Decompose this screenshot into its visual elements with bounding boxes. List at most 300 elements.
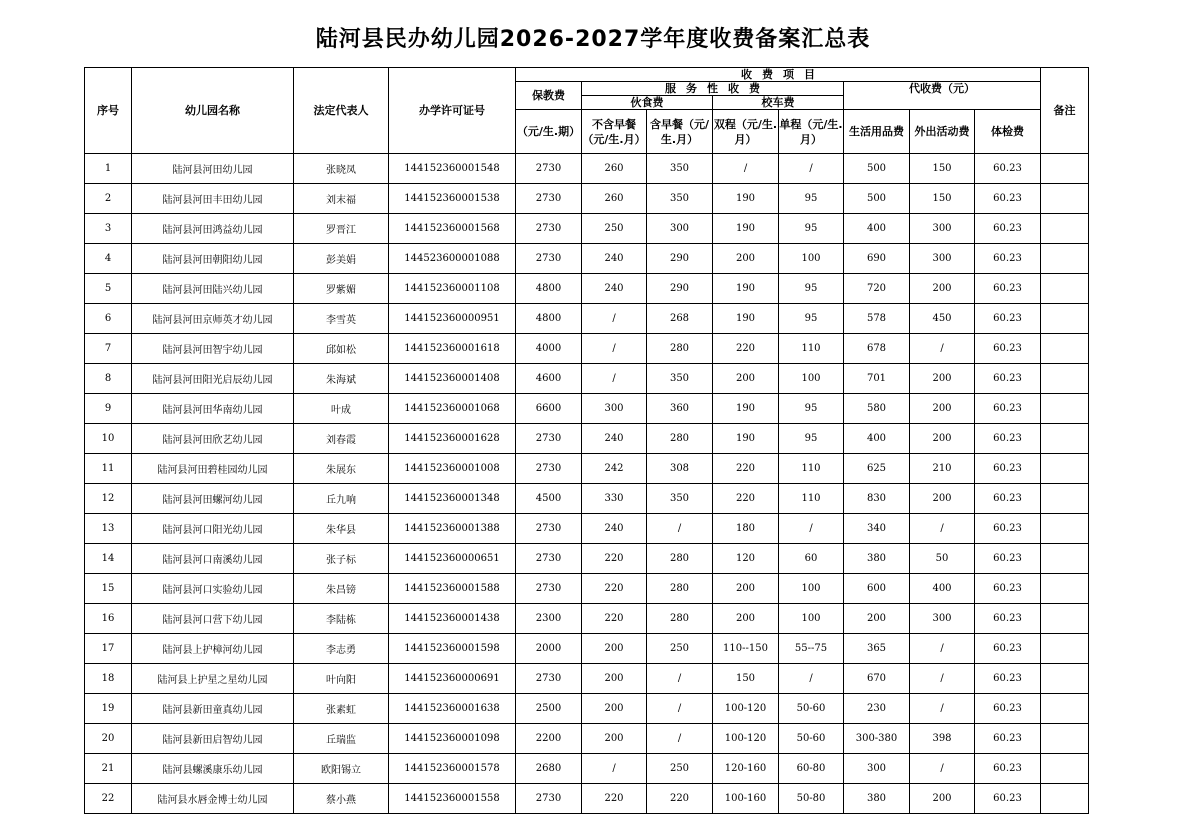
row-medical: 60.23	[975, 544, 1041, 574]
row-tuition: 6600	[516, 394, 582, 424]
row-with-breakfast: 350	[647, 184, 713, 214]
row-name: 陆河县河田欣艺幼儿园	[132, 424, 294, 454]
row-name: 陆河县河口营下幼儿园	[132, 604, 294, 634]
row-tuition: 2730	[516, 664, 582, 694]
row-seq: 20	[85, 724, 132, 754]
row-name: 陆河县河田京师英才幼儿园	[132, 304, 294, 334]
row-name: 陆河县河口南溪幼儿园	[132, 544, 294, 574]
row-rep: 朱昌镑	[294, 574, 389, 604]
row-supplies: 200	[844, 604, 910, 634]
row-medical: 60.23	[975, 184, 1041, 214]
table-row	[85, 184, 1089, 214]
row-medical: 60.23	[975, 574, 1041, 604]
row-seq: 16	[85, 604, 132, 634]
row-outing: 150	[910, 184, 975, 214]
header-with-breakfast: 含早餐（元/生.月）	[647, 110, 713, 154]
row-license: 144152360001548	[389, 154, 516, 184]
row-rep: 张晓凤	[294, 154, 389, 184]
row-license: 144152360001568	[389, 214, 516, 244]
row-supplies: 380	[844, 544, 910, 574]
row-round-trip: 100-120	[713, 724, 779, 754]
row-round-trip: 190	[713, 304, 779, 334]
header-no-breakfast: 不含早餐（元/生.月）	[582, 110, 647, 154]
row-supplies: 690	[844, 244, 910, 274]
row-one-way: 95	[779, 184, 844, 214]
row-medical: 60.23	[975, 154, 1041, 184]
row-remarks	[1041, 724, 1089, 754]
header-rep: 法定代表人	[294, 68, 389, 154]
row-tuition: 2730	[516, 214, 582, 244]
document-title: 陆河县民办幼儿园2026-2027学年度收费备案汇总表	[315, 27, 871, 52]
row-outing: 450	[910, 304, 975, 334]
row-rep: 蔡小燕	[294, 784, 389, 814]
row-remarks	[1041, 574, 1089, 604]
row-one-way: 95	[779, 394, 844, 424]
row-round-trip: 220	[713, 454, 779, 484]
row-medical: 60.23	[975, 454, 1041, 484]
row-no-breakfast: 240	[582, 244, 647, 274]
row-rep: 刘末福	[294, 184, 389, 214]
row-one-way: 95	[779, 424, 844, 454]
row-one-way: 100	[779, 604, 844, 634]
row-tuition: 4500	[516, 484, 582, 514]
header-service: 服务性收费	[582, 82, 844, 96]
row-rep: 李陆栋	[294, 604, 389, 634]
row-rep: 李志勇	[294, 634, 389, 664]
row-one-way: 50-60	[779, 694, 844, 724]
row-seq: 12	[85, 484, 132, 514]
row-license: 144152360001538	[389, 184, 516, 214]
row-round-trip: 110--150	[713, 634, 779, 664]
row-with-breakfast: 220	[647, 784, 713, 814]
row-supplies: 720	[844, 274, 910, 304]
row-medical: 60.23	[975, 784, 1041, 814]
row-one-way: 60	[779, 544, 844, 574]
row-no-breakfast: 242	[582, 454, 647, 484]
row-seq: 9	[85, 394, 132, 424]
row-name: 陆河县螺溪康乐幼儿园	[132, 754, 294, 784]
header-medical: 体检费	[975, 110, 1041, 154]
row-seq: 3	[85, 214, 132, 244]
header-tuition-unit: （元/生.期）	[516, 110, 582, 154]
row-tuition: 4000	[516, 334, 582, 364]
row-name: 陆河县河口阳光幼儿园	[132, 514, 294, 544]
row-one-way: 95	[779, 214, 844, 244]
row-license: 144152360001438	[389, 604, 516, 634]
row-one-way: /	[779, 154, 844, 184]
row-medical: 60.23	[975, 694, 1041, 724]
row-tuition: 2680	[516, 754, 582, 784]
row-name: 陆河县河田智宇幼儿园	[132, 334, 294, 364]
row-round-trip: 200	[713, 604, 779, 634]
row-no-breakfast: /	[582, 334, 647, 364]
row-name: 陆河县河田朝阳幼儿园	[132, 244, 294, 274]
row-medical: 60.23	[975, 424, 1041, 454]
row-no-breakfast: 260	[582, 154, 647, 184]
row-medical: 60.23	[975, 334, 1041, 364]
row-remarks	[1041, 784, 1089, 814]
row-one-way: 50-80	[779, 784, 844, 814]
row-no-breakfast: 200	[582, 724, 647, 754]
table-row	[85, 694, 1089, 724]
row-seq: 2	[85, 184, 132, 214]
row-remarks	[1041, 754, 1089, 784]
row-supplies: 701	[844, 364, 910, 394]
row-with-breakfast: 350	[647, 154, 713, 184]
row-remarks	[1041, 274, 1089, 304]
row-medical: 60.23	[975, 724, 1041, 754]
row-with-breakfast: /	[647, 514, 713, 544]
row-medical: 60.23	[975, 214, 1041, 244]
table-row	[85, 574, 1089, 604]
row-one-way: 60-80	[779, 754, 844, 784]
row-medical: 60.23	[975, 484, 1041, 514]
row-medical: 60.23	[975, 394, 1041, 424]
table-row	[85, 394, 1089, 424]
row-rep: 朱海斌	[294, 364, 389, 394]
row-with-breakfast: /	[647, 694, 713, 724]
row-with-breakfast: 250	[647, 754, 713, 784]
row-tuition: 4600	[516, 364, 582, 394]
row-rep: 张子标	[294, 544, 389, 574]
row-tuition: 2730	[516, 784, 582, 814]
row-rep: 叶成	[294, 394, 389, 424]
row-round-trip: 100-160	[713, 784, 779, 814]
row-medical: 60.23	[975, 514, 1041, 544]
header-tuition: 保教费	[516, 82, 582, 110]
row-round-trip: 120	[713, 544, 779, 574]
row-seq: 1	[85, 154, 132, 184]
row-with-breakfast: 280	[647, 424, 713, 454]
row-medical: 60.23	[975, 754, 1041, 784]
row-remarks	[1041, 544, 1089, 574]
row-supplies: 300-380	[844, 724, 910, 754]
row-round-trip: 100-120	[713, 694, 779, 724]
row-no-breakfast: /	[582, 364, 647, 394]
row-name: 陆河县河田碧桂园幼儿园	[132, 454, 294, 484]
row-no-breakfast: 200	[582, 634, 647, 664]
row-round-trip: 200	[713, 364, 779, 394]
row-no-breakfast: 240	[582, 424, 647, 454]
row-supplies: 340	[844, 514, 910, 544]
table-row	[85, 484, 1089, 514]
row-remarks	[1041, 694, 1089, 724]
row-name: 陆河县河田华南幼儿园	[132, 394, 294, 424]
row-outing: /	[910, 514, 975, 544]
fee-summary-table	[84, 67, 1089, 814]
row-no-breakfast: /	[582, 754, 647, 784]
header-remarks: 备注	[1041, 68, 1089, 154]
row-tuition: 4800	[516, 274, 582, 304]
row-supplies: 678	[844, 334, 910, 364]
row-name: 陆河县新田启智幼儿园	[132, 724, 294, 754]
header-collect: 代收费（元）	[844, 82, 1041, 110]
row-tuition: 2730	[516, 154, 582, 184]
row-tuition: 2730	[516, 184, 582, 214]
table-row	[85, 784, 1089, 814]
row-name: 陆河县水唇金博士幼儿园	[132, 784, 294, 814]
row-license: 144152360001108	[389, 274, 516, 304]
row-medical: 60.23	[975, 364, 1041, 394]
row-license: 144152360001588	[389, 574, 516, 604]
row-seq: 5	[85, 274, 132, 304]
row-name: 陆河县河田陆兴幼儿园	[132, 274, 294, 304]
row-name: 陆河县河田鸿益幼儿园	[132, 214, 294, 244]
row-license: 144152360001578	[389, 754, 516, 784]
row-remarks	[1041, 484, 1089, 514]
row-round-trip: 200	[713, 244, 779, 274]
header-bus: 校车费	[713, 96, 844, 110]
header-one-way: 单程（元/生.月）	[779, 110, 844, 154]
row-rep: 朱华县	[294, 514, 389, 544]
row-outing: 200	[910, 784, 975, 814]
table-row	[85, 454, 1089, 484]
header-supplies: 生活用品费	[844, 110, 910, 154]
table-row	[85, 274, 1089, 304]
row-rep: 丘瑞监	[294, 724, 389, 754]
row-no-breakfast: 330	[582, 484, 647, 514]
row-no-breakfast: /	[582, 304, 647, 334]
row-one-way: /	[779, 514, 844, 544]
row-outing: 200	[910, 364, 975, 394]
row-license: 144152360001558	[389, 784, 516, 814]
row-supplies: 600	[844, 574, 910, 604]
row-round-trip: 190	[713, 214, 779, 244]
row-supplies: 670	[844, 664, 910, 694]
row-no-breakfast: 220	[582, 574, 647, 604]
row-with-breakfast: 350	[647, 364, 713, 394]
row-name: 陆河县上护星之星幼儿园	[132, 664, 294, 694]
row-medical: 60.23	[975, 244, 1041, 274]
row-round-trip: 220	[713, 334, 779, 364]
row-outing: 150	[910, 154, 975, 184]
row-supplies: 625	[844, 454, 910, 484]
row-seq: 6	[85, 304, 132, 334]
row-tuition: 2730	[516, 514, 582, 544]
row-no-breakfast: 200	[582, 664, 647, 694]
table-row	[85, 724, 1089, 754]
table-row	[85, 664, 1089, 694]
row-rep: 朱展东	[294, 454, 389, 484]
table-body	[85, 154, 1089, 814]
row-license: 144152360001598	[389, 634, 516, 664]
row-seq: 17	[85, 634, 132, 664]
row-tuition: 2000	[516, 634, 582, 664]
row-round-trip: 190	[713, 274, 779, 304]
row-license: 144152360001008	[389, 454, 516, 484]
header-round-trip: 双程（元/生.月）	[713, 110, 779, 154]
row-one-way: 110	[779, 454, 844, 484]
row-remarks	[1041, 514, 1089, 544]
row-supplies: 580	[844, 394, 910, 424]
row-with-breakfast: 300	[647, 214, 713, 244]
row-no-breakfast: 200	[582, 694, 647, 724]
row-remarks	[1041, 214, 1089, 244]
row-seq: 7	[85, 334, 132, 364]
row-rep: 叶向阳	[294, 664, 389, 694]
row-seq: 4	[85, 244, 132, 274]
row-outing: 400	[910, 574, 975, 604]
row-remarks	[1041, 454, 1089, 484]
row-license: 144152360001098	[389, 724, 516, 754]
row-supplies: 400	[844, 424, 910, 454]
row-round-trip: /	[713, 154, 779, 184]
row-one-way: 110	[779, 484, 844, 514]
row-tuition: 2730	[516, 574, 582, 604]
table-row	[85, 754, 1089, 784]
row-outing: /	[910, 754, 975, 784]
row-supplies: 300	[844, 754, 910, 784]
row-seq: 22	[85, 784, 132, 814]
row-tuition: 4800	[516, 304, 582, 334]
row-license: 144152360001638	[389, 694, 516, 724]
row-supplies: 830	[844, 484, 910, 514]
row-seq: 18	[85, 664, 132, 694]
row-license: 144152360000951	[389, 304, 516, 334]
table-row	[85, 634, 1089, 664]
table-row	[85, 244, 1089, 274]
row-no-breakfast: 300	[582, 394, 647, 424]
row-supplies: 400	[844, 214, 910, 244]
row-no-breakfast: 240	[582, 514, 647, 544]
row-seq: 8	[85, 364, 132, 394]
row-with-breakfast: /	[647, 724, 713, 754]
row-no-breakfast: 220	[582, 784, 647, 814]
row-tuition: 2500	[516, 694, 582, 724]
table-row	[85, 154, 1089, 184]
row-seq: 14	[85, 544, 132, 574]
row-round-trip: 120-160	[713, 754, 779, 784]
row-remarks	[1041, 304, 1089, 334]
row-one-way: /	[779, 664, 844, 694]
row-outing: 300	[910, 244, 975, 274]
row-with-breakfast: 250	[647, 634, 713, 664]
row-with-breakfast: 350	[647, 484, 713, 514]
row-supplies: 500	[844, 184, 910, 214]
table-row	[85, 424, 1089, 454]
row-no-breakfast: 250	[582, 214, 647, 244]
table-row	[85, 304, 1089, 334]
header-name: 幼儿园名称	[132, 68, 294, 154]
row-remarks	[1041, 154, 1089, 184]
row-outing: /	[910, 664, 975, 694]
row-outing: /	[910, 694, 975, 724]
row-remarks	[1041, 244, 1089, 274]
row-seq: 15	[85, 574, 132, 604]
row-license: 144523600001088	[389, 244, 516, 274]
row-license: 144152360000691	[389, 664, 516, 694]
row-rep: 罗紫媚	[294, 274, 389, 304]
row-outing: 200	[910, 394, 975, 424]
row-with-breakfast: 280	[647, 334, 713, 364]
row-supplies: 230	[844, 694, 910, 724]
row-name: 陆河县河口实验幼儿园	[132, 574, 294, 604]
row-rep: 李雪英	[294, 304, 389, 334]
row-outing: 398	[910, 724, 975, 754]
table-row	[85, 334, 1089, 364]
row-rep: 刘春霞	[294, 424, 389, 454]
row-rep: 罗晋江	[294, 214, 389, 244]
row-medical: 60.23	[975, 634, 1041, 664]
row-seq: 19	[85, 694, 132, 724]
row-tuition: 2730	[516, 544, 582, 574]
table-row	[85, 514, 1089, 544]
row-round-trip: 150	[713, 664, 779, 694]
row-outing: /	[910, 634, 975, 664]
table-row	[85, 214, 1089, 244]
row-with-breakfast: 360	[647, 394, 713, 424]
row-medical: 60.23	[975, 274, 1041, 304]
row-license: 144152360000651	[389, 544, 516, 574]
header-seq: 序号	[85, 68, 132, 154]
row-tuition: 2730	[516, 454, 582, 484]
row-no-breakfast: 220	[582, 544, 647, 574]
row-license: 144152360001628	[389, 424, 516, 454]
header-meal: 伙食费	[582, 96, 713, 110]
row-seq: 21	[85, 754, 132, 784]
row-with-breakfast: 280	[647, 574, 713, 604]
row-tuition: 2200	[516, 724, 582, 754]
row-remarks	[1041, 334, 1089, 364]
row-name: 陆河县河田螺河幼儿园	[132, 484, 294, 514]
row-medical: 60.23	[975, 664, 1041, 694]
row-no-breakfast: 220	[582, 604, 647, 634]
row-outing: 200	[910, 274, 975, 304]
row-one-way: 100	[779, 244, 844, 274]
row-round-trip: 180	[713, 514, 779, 544]
row-license: 144152360001068	[389, 394, 516, 424]
row-with-breakfast: 308	[647, 454, 713, 484]
row-outing: 300	[910, 214, 975, 244]
row-with-breakfast: 290	[647, 274, 713, 304]
row-seq: 11	[85, 454, 132, 484]
row-remarks	[1041, 184, 1089, 214]
row-remarks	[1041, 604, 1089, 634]
row-outing: 50	[910, 544, 975, 574]
row-round-trip: 220	[713, 484, 779, 514]
header-outing: 外出活动费	[910, 110, 975, 154]
row-outing: /	[910, 334, 975, 364]
row-medical: 60.23	[975, 604, 1041, 634]
row-rep: 丘九响	[294, 484, 389, 514]
row-name: 陆河县河田幼儿园	[132, 154, 294, 184]
row-seq: 10	[85, 424, 132, 454]
row-no-breakfast: 260	[582, 184, 647, 214]
row-name: 陆河县河田阳光启辰幼儿园	[132, 364, 294, 394]
row-with-breakfast: 280	[647, 604, 713, 634]
row-round-trip: 190	[713, 424, 779, 454]
row-outing: 200	[910, 424, 975, 454]
row-remarks	[1041, 634, 1089, 664]
row-license: 144152360001618	[389, 334, 516, 364]
row-with-breakfast: 290	[647, 244, 713, 274]
row-tuition: 2730	[516, 424, 582, 454]
row-name: 陆河县河田丰田幼儿园	[132, 184, 294, 214]
row-one-way: 95	[779, 274, 844, 304]
row-license: 144152360001388	[389, 514, 516, 544]
row-tuition: 2730	[516, 244, 582, 274]
row-license: 144152360001348	[389, 484, 516, 514]
header-license: 办学许可证号	[389, 68, 516, 154]
row-no-breakfast: 240	[582, 274, 647, 304]
row-name: 陆河县新田童真幼儿园	[132, 694, 294, 724]
table-row	[85, 544, 1089, 574]
row-remarks	[1041, 364, 1089, 394]
row-outing: 210	[910, 454, 975, 484]
row-medical: 60.23	[975, 304, 1041, 334]
table-row	[85, 604, 1089, 634]
row-remarks	[1041, 424, 1089, 454]
